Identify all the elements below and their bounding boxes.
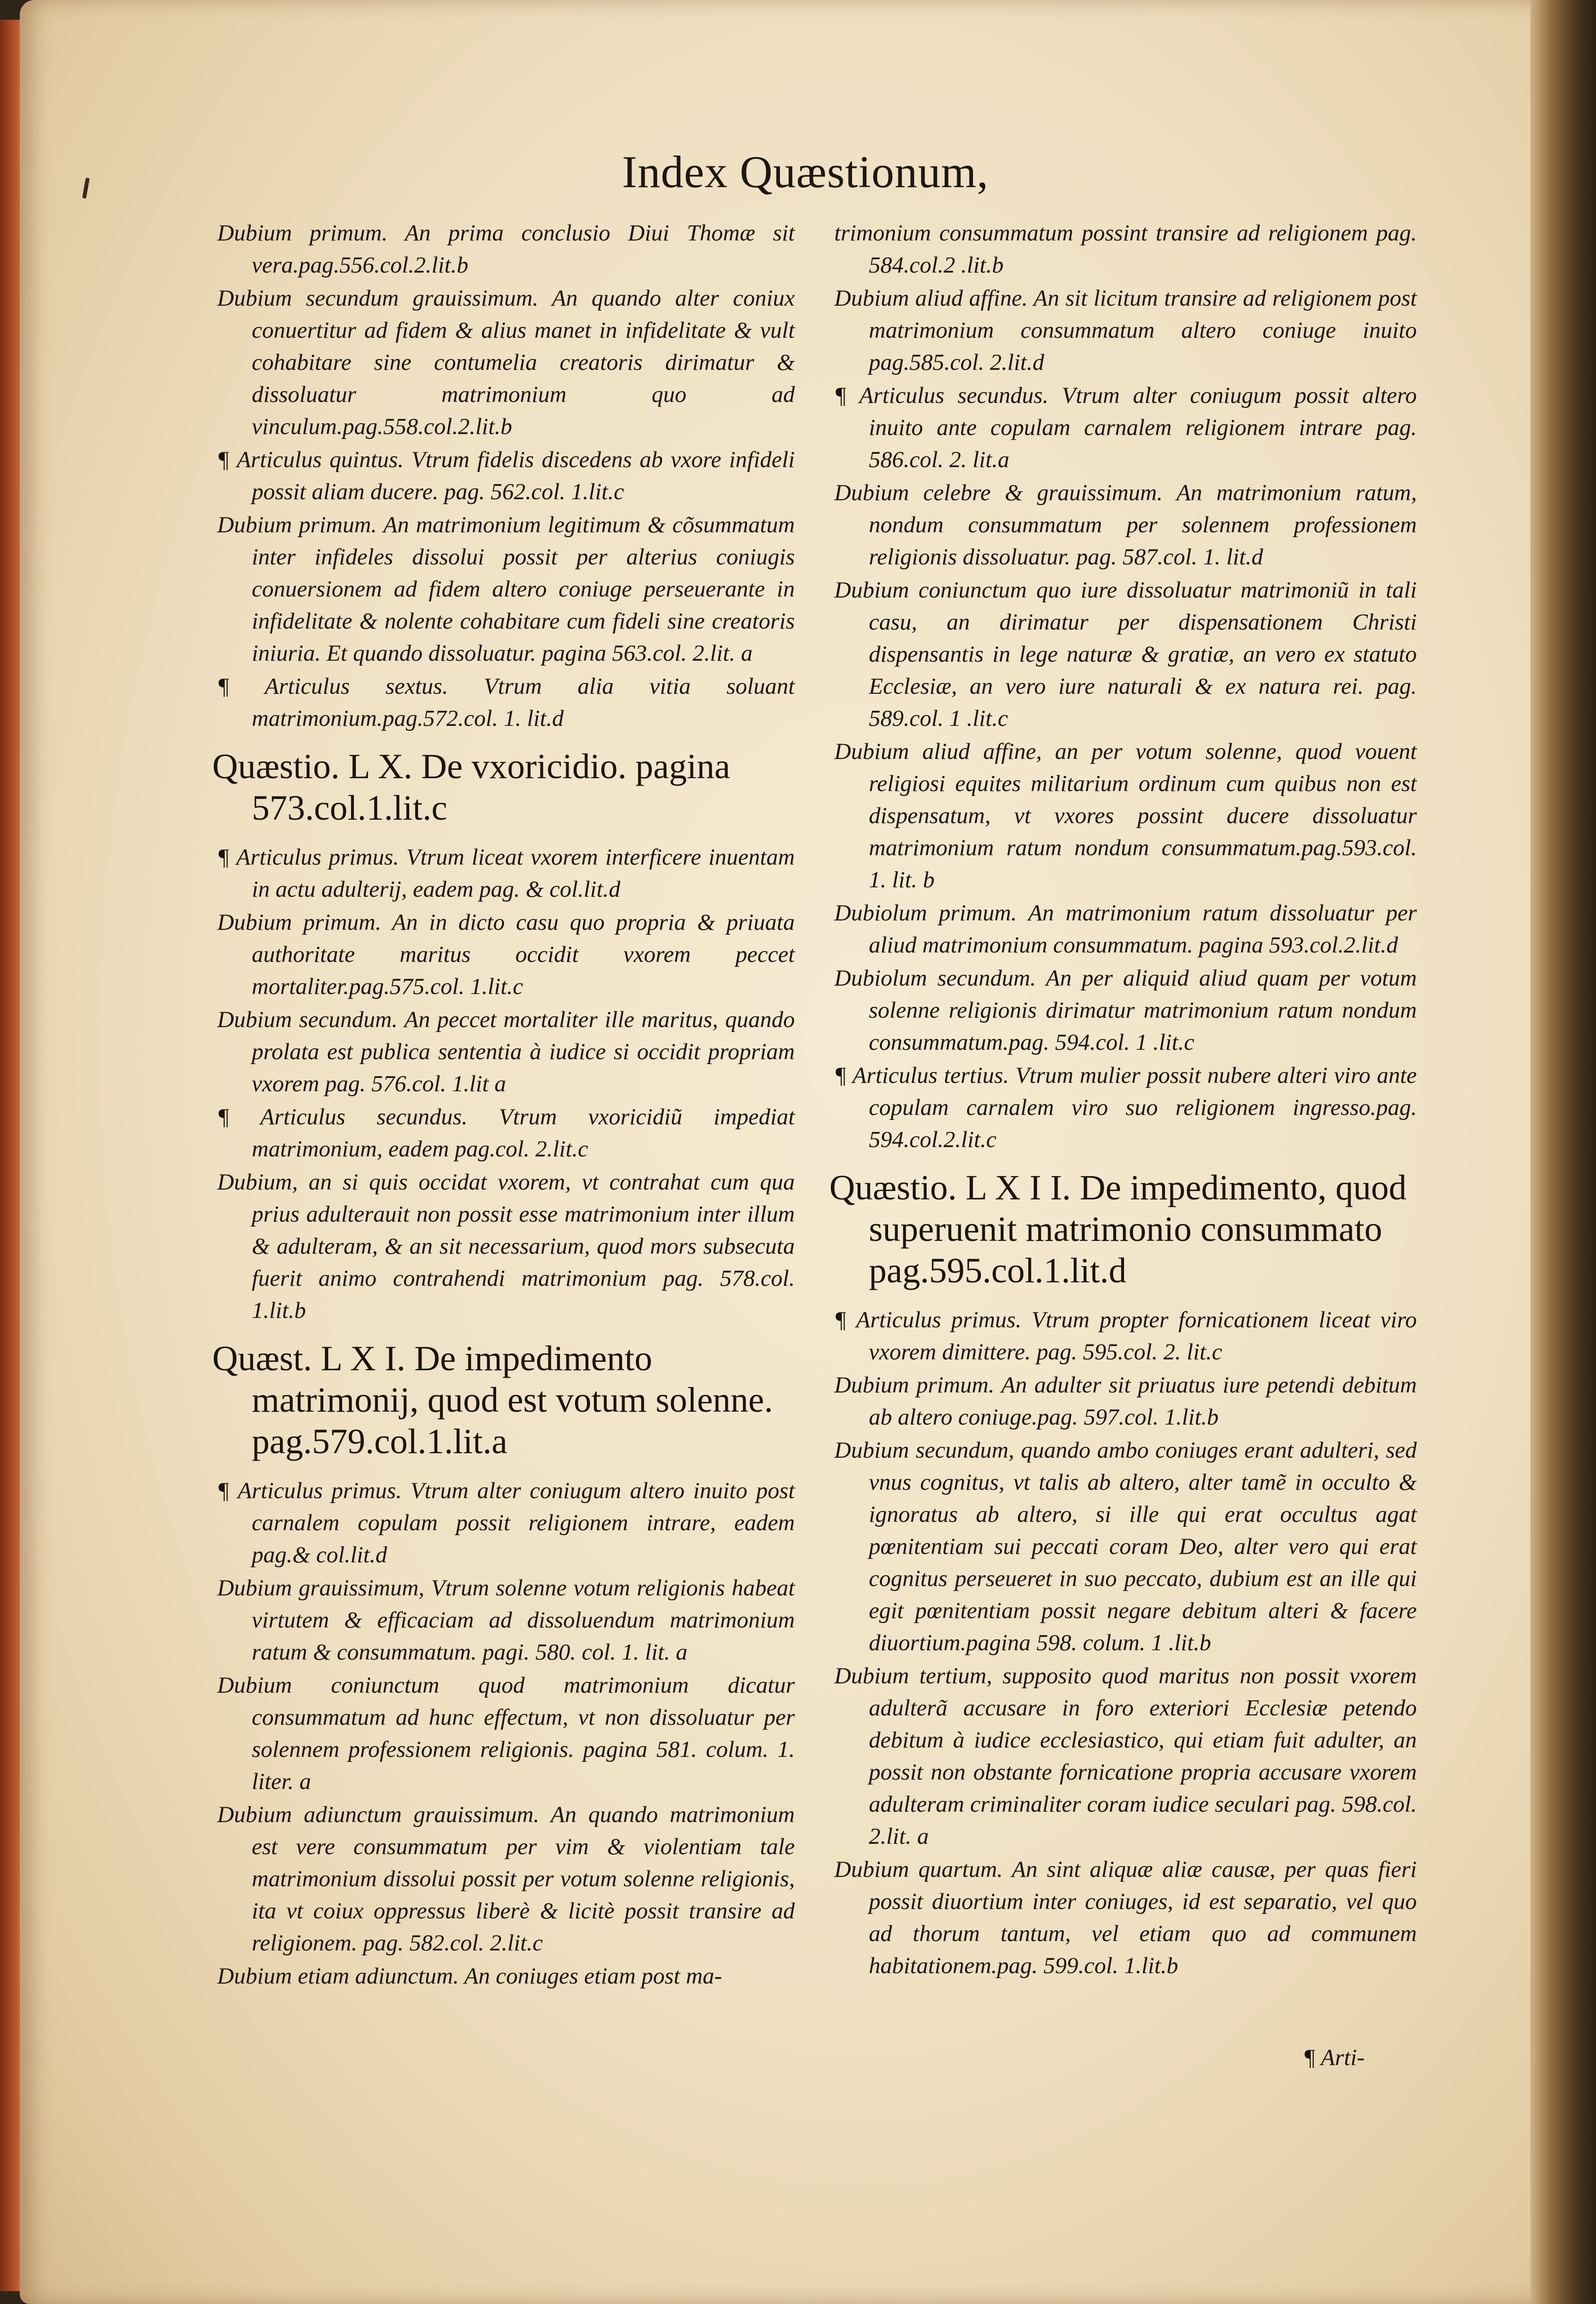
index-entry: ¶ Articulus secundus. Vtrum alter coniugum possit altero inuito ante copulam carnalem religionem intrare pag. 586.col. 2. lit.a: [834, 383, 1417, 473]
index-entry: ¶ Articulus primus. Vtrum alter coniugum altero inuito post carnalem copulam possit religionem intrare, eadem pag.& col.lit.d: [217, 1478, 795, 1568]
question-heading: Quæstio. L X I I. De impedimento, quod superuenit matrimonio consummato pag.595.col.1.lit.d: [829, 1168, 1407, 1290]
index-entry: Dubium celebre & grauissimum. An matrimonium ratum, nondum consummatum per solennem professionem religionis dissoluatur. pag. 587.col. 1. lit.d: [834, 480, 1417, 570]
index-entry: Dubium etiam adiunctum. An coniuges etiam post ma-: [217, 1963, 722, 1989]
index-entry: Dubium tertium, supposito quod maritus non possit vxorem adulterã accusare in foro exteriori Ecclesiæ petendo debitum à iudice ecclesiastico, qui etiam fuit adulter, an possit non obstante fornicatione propria accusare vxorem adulteram criminaliter coram iudice seculari pag. 598.col. 2.lit. a: [834, 1663, 1417, 1849]
question-heading: Quæstio. L X. De vxoricidio. pagina 573.col.1.lit.c: [212, 747, 731, 828]
index-entry: Dubium adiunctum grauissimum. An quando matrimonium est vere consummatum per vim & violentiam tale matrimonium dissolui possit per votum solenne religionis, ita vt coiux oppressus liberè & licitè possit transire ad religionem. pag. 582.col. 2.lit.c: [217, 1802, 795, 1956]
index-entry: Dubium secundum grauissimum. An quando alter coniux conuertitur ad fidem & alius manet in infidelitate & vult cohabitare sine contumelia creatoris dirimatur & dissoluatur matrimonium quo ad vinculum.pag.558.col.2.lit.b: [217, 285, 795, 439]
index-entry: Dubiolum secundum. An per aliquid aliud quam per votum solenne religionis dirimatur matrimonium ratum nondum consummatum.pag. 594.col. 1 .lit.c: [834, 965, 1417, 1055]
index-entry: ¶ Articulus secundus. Vtrum vxoricidiũ impediat matrimonium, eadem pag.col. 2.lit.c: [217, 1104, 795, 1162]
index-entry: Dubium coniunctum quo iure dissoluatur matrimoniũ in tali casu, an dirimatur per dispensationem Christi dispensantis in lege naturæ & gratiæ, an vero ex statuto Ecclesiæ, an vero iure naturali & ex natura rei. pag. 589.col. 1 .lit.c: [834, 577, 1417, 731]
catchword: ¶ Arti-: [1303, 2045, 1365, 2070]
index-entry: ¶ Articulus quintus. Vtrum fidelis discedens ab vxore infideli possit aliam ducere. pag. 562.col. 1.lit.c: [217, 447, 795, 505]
running-head: Index Quæstionum,: [622, 147, 989, 197]
index-entry: ¶ Articulus sextus. Vtrum alia vitia soluant matrimonium.pag.572.col. 1. lit.d: [217, 674, 795, 731]
index-entry: ¶ Articulus primus. Vtrum liceat vxorem interficere inuentam in actu adulterij, eadem pag. & col.lit.d: [217, 844, 795, 902]
right-column: [829, 217, 1417, 1983]
book-gutter: [1530, 0, 1596, 2304]
index-entry: Dubium aliud affine. An sit licitum transire ad religionem post matrimonium consummatum altero coniuge inuito pag.585.col. 2.lit.d: [834, 285, 1417, 375]
index-entry: Dubium primum. An in dicto casu quo propria & priuata authoritate maritus occidit vxorem peccet mortaliter.pag.575.col. 1.lit.c: [217, 910, 795, 999]
index-entry: Dubium aliud affine, an per votum solenne, quod vouent religiosi equites militarium ordinum cum quibus non est dispensatum, vt vxores possint ducere dissoluatur matrimonium ratum nondum consummatum.pag.593.col. 1. lit. b: [834, 739, 1417, 893]
index-entry: Dubium primum. An prima conclusio Diui Thomæ sit vera.pag.556.col.2.lit.b: [217, 220, 795, 278]
index-entry: ¶ Articulus tertius. Vtrum mulier possit nubere alteri viro ante copulam carnalem viro suo religionem ingresso.pag. 594.col.2.lit.c: [834, 1063, 1417, 1152]
index-entry: Dubium primum. An adulter sit priuatus iure petendi debitum ab altero coniuge.pag. 597.col. 1.lit.b: [834, 1372, 1417, 1430]
index-entry: ¶ Articulus primus. Vtrum propter fornicationem liceat viro vxorem dimittere. pag. 595.col. 2. lit.c: [834, 1307, 1417, 1365]
index-entry: Dubium grauissimum, Vtrum solenne votum religionis habeat virtutem & efficaciam ad dissoluendum matrimonium ratum & consummatum. pagi. 580. col. 1. lit. a: [217, 1575, 795, 1665]
index-entry: Dubium quartum. An sint aliquæ aliæ causæ, per quas fieri possit diuortium inter coniuges, id est separatio, vel quo ad thorum tantum, vel etiam quo ad communem habitationem.pag. 599.col. 1.lit.b: [834, 1857, 1417, 1979]
index-entry: Dubium secundum, quando ambo coniuges erant adulteri, sed vnus cognitus, vt talis ab altero, alter tamẽ in occulto & ignoratus ab altero, si ille qui erat occultus agat pœnitentiam sui peccati coram Deo, alter vero qui erat cognitus perseueret in suo peccato, dubium est an ille qui egit pœnitentiam possit negare debitum alteri & facere diuortium.pagina 598. colum. 1 .lit.b: [834, 1437, 1417, 1656]
index-entry: Dubium, an si quis occidat vxorem, vt contrahat cum qua prius adulterauit non possit esse matrimonium inter illum & adulteram, & an sit necessarium, quod mors subsecuta fuerit animo contrahendi matrimonium pag. 578.col. 1.lit.b: [217, 1169, 795, 1323]
index-entry: Dubium coniunctum quod matrimonium dicatur consummatum ad hunc effectum, vt non dissoluatur per solennem professionem religionis. pagina 581. colum. 1. liter. a: [217, 1672, 795, 1794]
index-entry: trimonium consummatum possint transire ad religionem pag. 584.col.2 .lit.b: [834, 220, 1417, 278]
question-heading: Quæst. L X I. De impedimento matrimonij, quod est votum solenne. pag.579.col.1.lit.a: [212, 1339, 773, 1461]
index-entry: Dubium secundum. An peccet mortaliter ille maritus, quando prolata est publica sententia à iudice si occidit propriam vxorem pag. 576.col. 1.lit a: [217, 1007, 795, 1097]
index-entry: Dubium primum. An matrimonium legitimum & cõsummatum inter infideles dissolui possit per alterius coniugis conuersionem ad fidem altero coniuge perseuerante in infidelitate & nolente cohabitare cum fideli sine creatoris iniuria. Et quando dissoluatur. pagina 563.col. 2.lit. a: [217, 512, 795, 666]
index-entry: Dubiolum primum. An matrimonium ratum dissoluatur per aliud matrimonium consummatum. pagina 593.col.2.lit.d: [834, 900, 1417, 958]
left-column: [212, 217, 795, 1993]
